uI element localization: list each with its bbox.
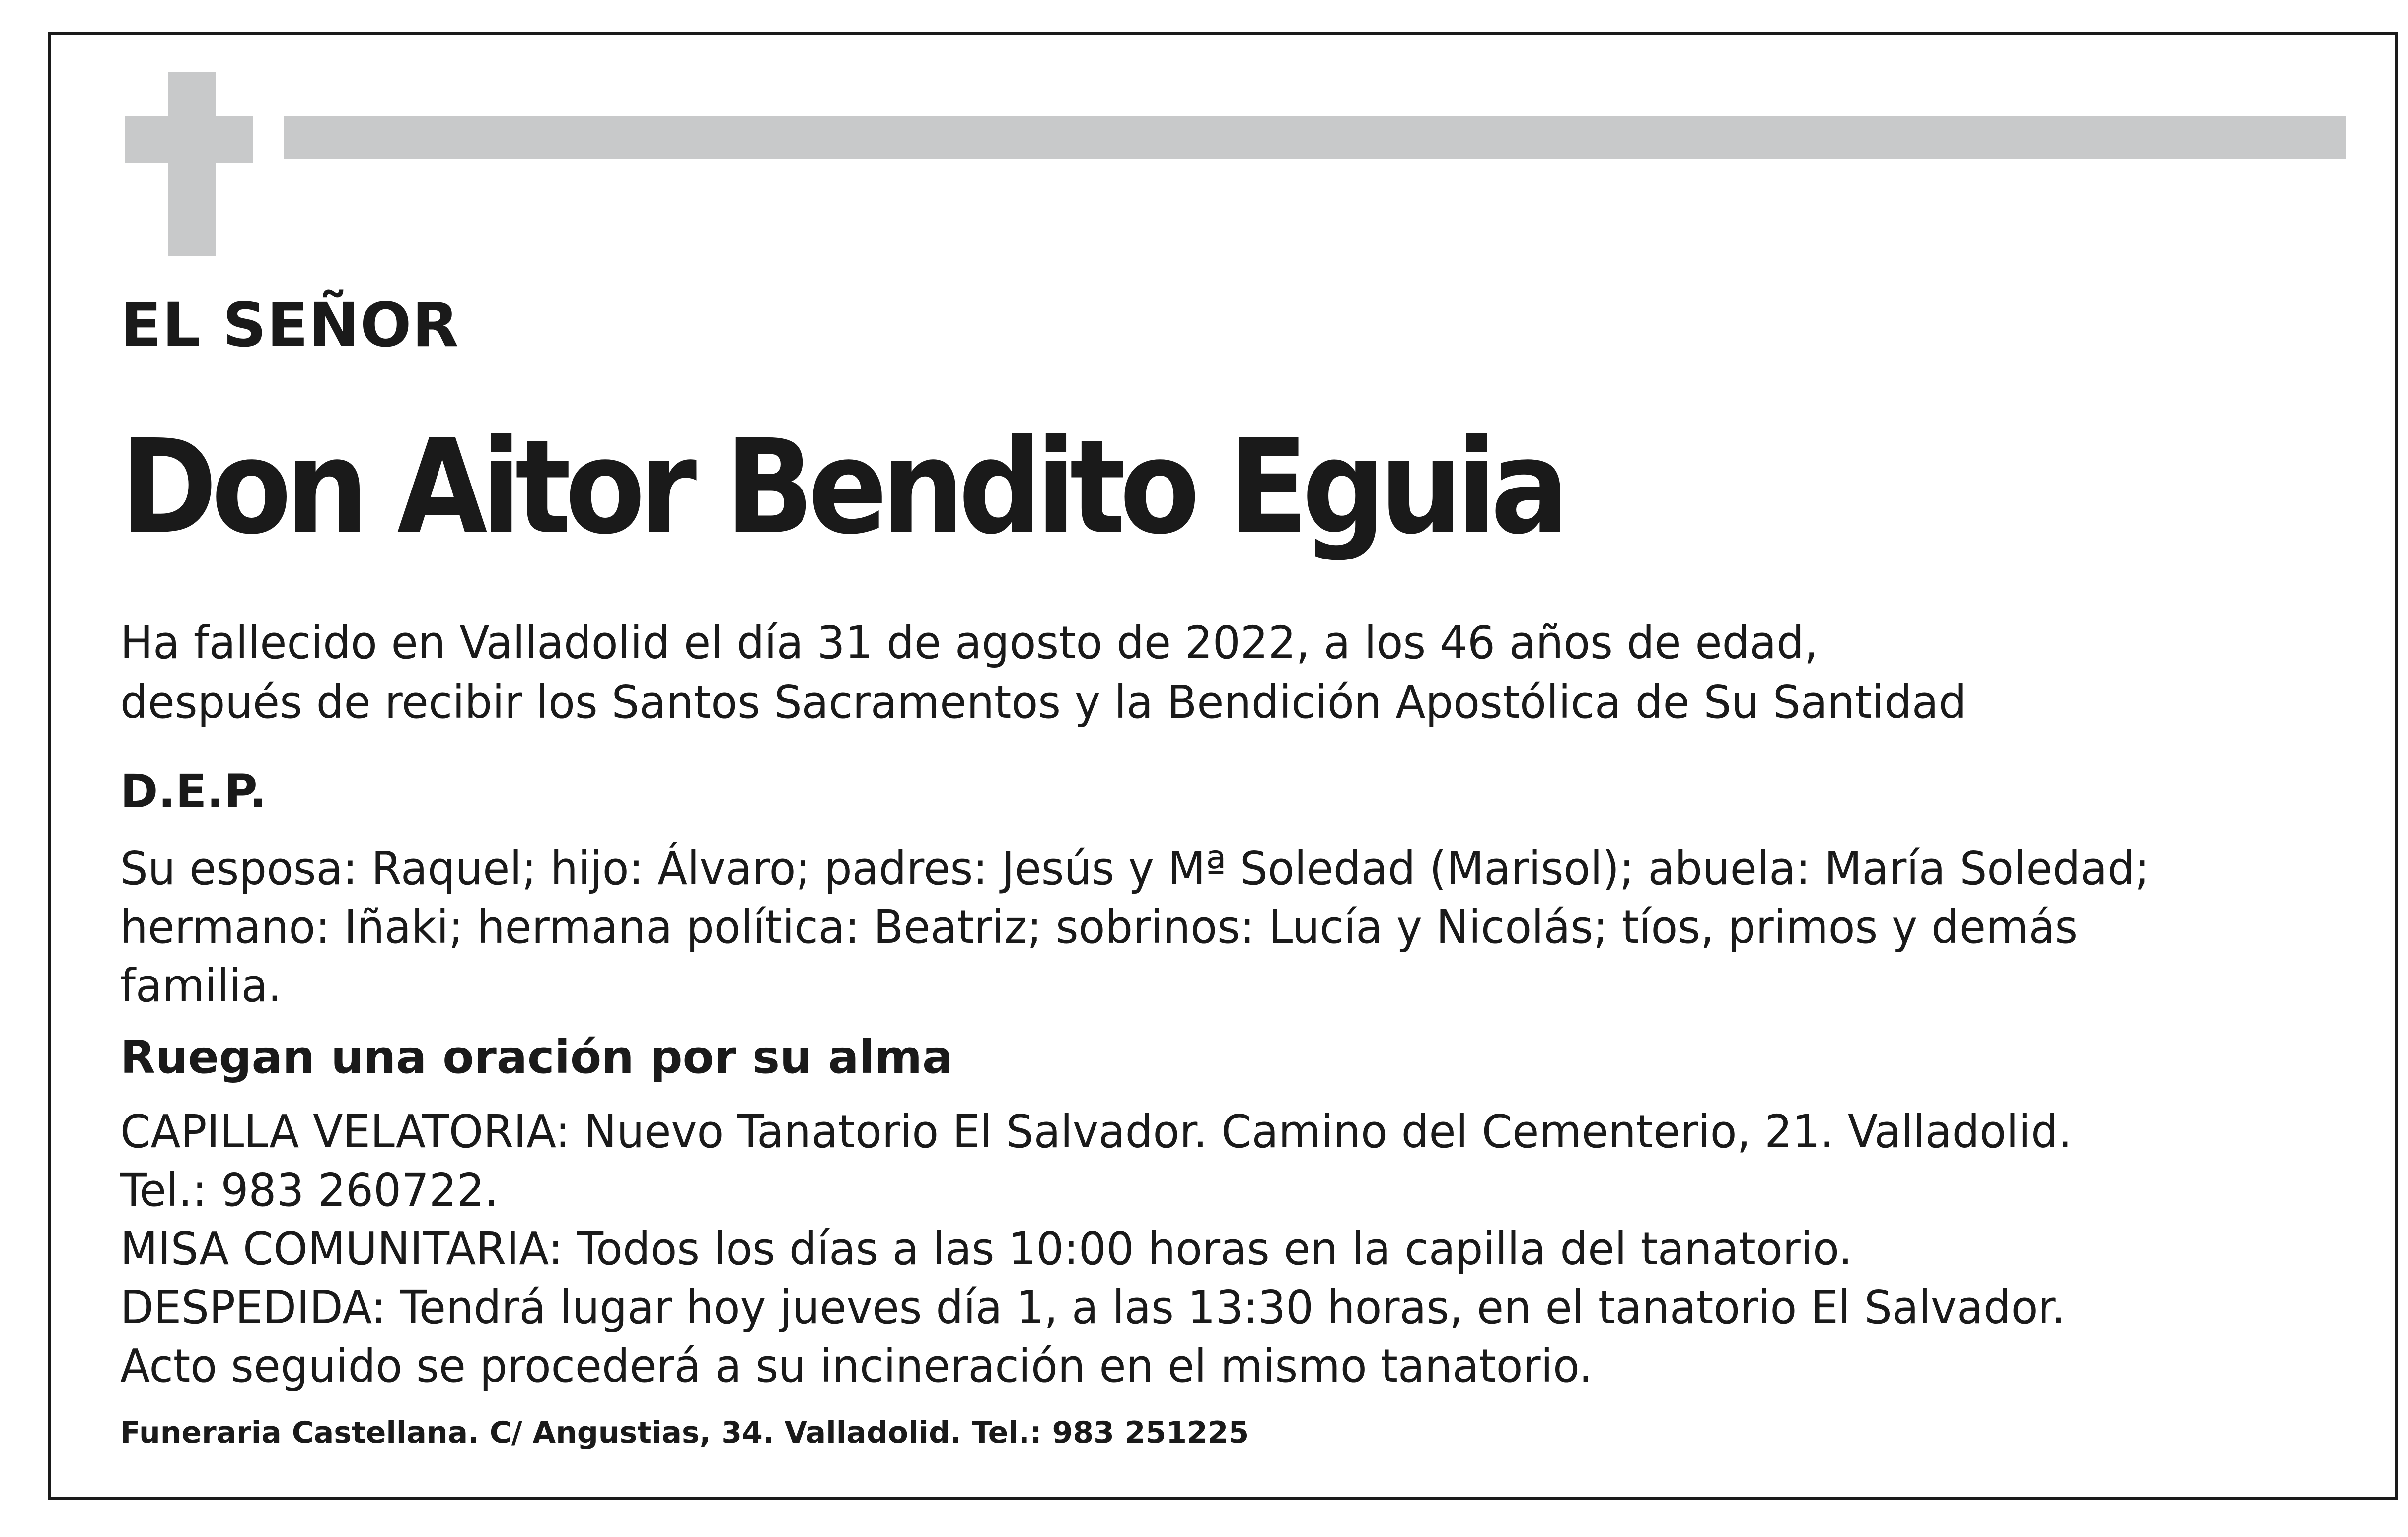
service-line-4: DESPEDIDA: Tendrá lugar hoy jueves día 1, a las 13:30 horas, en el tanatorio El Salvador.: [120, 1281, 2066, 1334]
rip-label: D.E.P.: [120, 765, 267, 818]
cross-horizontal-bar: [125, 116, 253, 163]
family-line-2: hermano: Iñaki; hermana política: Beatriz; sobrinos: Lucía y Nicolás; tíos, primos y demás: [120, 901, 2078, 954]
service-line-1: CAPILLA VELATORIA: Nuevo Tanatorio El Salvador. Camino del Cementerio, 21. Valladolid.: [120, 1105, 2072, 1158]
cross-vertical-bar: [168, 72, 216, 256]
service-line-5: Acto seguido se procederá a su incineración en el mismo tanatorio.: [120, 1339, 1593, 1393]
deceased-name: Don Aitor Bendito Eguia: [120, 412, 1563, 563]
service-line-2: Tel.: 983 260722.: [120, 1164, 499, 1217]
family-line-1: Su esposa: Raquel; hijo: Álvaro; padres: Jesús y Mª Soledad (Marisol); abuela: María Soledad;: [120, 842, 2150, 895]
service-line-3: MISA COMUNITARIA: Todos los días a las 10:00 horas en la capilla del tanatorio.: [120, 1222, 1853, 1275]
funeral-home-info: Funeraria Castellana. C/ Angustias, 34. Valladolid. Tel.: 983 251225: [120, 1415, 1249, 1450]
prayer-request: Ruegan una oración por su alma: [120, 1031, 953, 1084]
family-line-3: familia.: [120, 959, 282, 1012]
death-line-1: Ha fallecido en Valladolid el día 31 de agosto de 2022, a los 46 años de edad,: [120, 616, 1818, 669]
death-line-2: después de recibir los Santos Sacramentos y la Bendición Apostólica de Su Santidad: [120, 676, 1967, 729]
header-rule: [284, 116, 2346, 159]
honorific-title: EL SEÑOR: [120, 290, 459, 360]
